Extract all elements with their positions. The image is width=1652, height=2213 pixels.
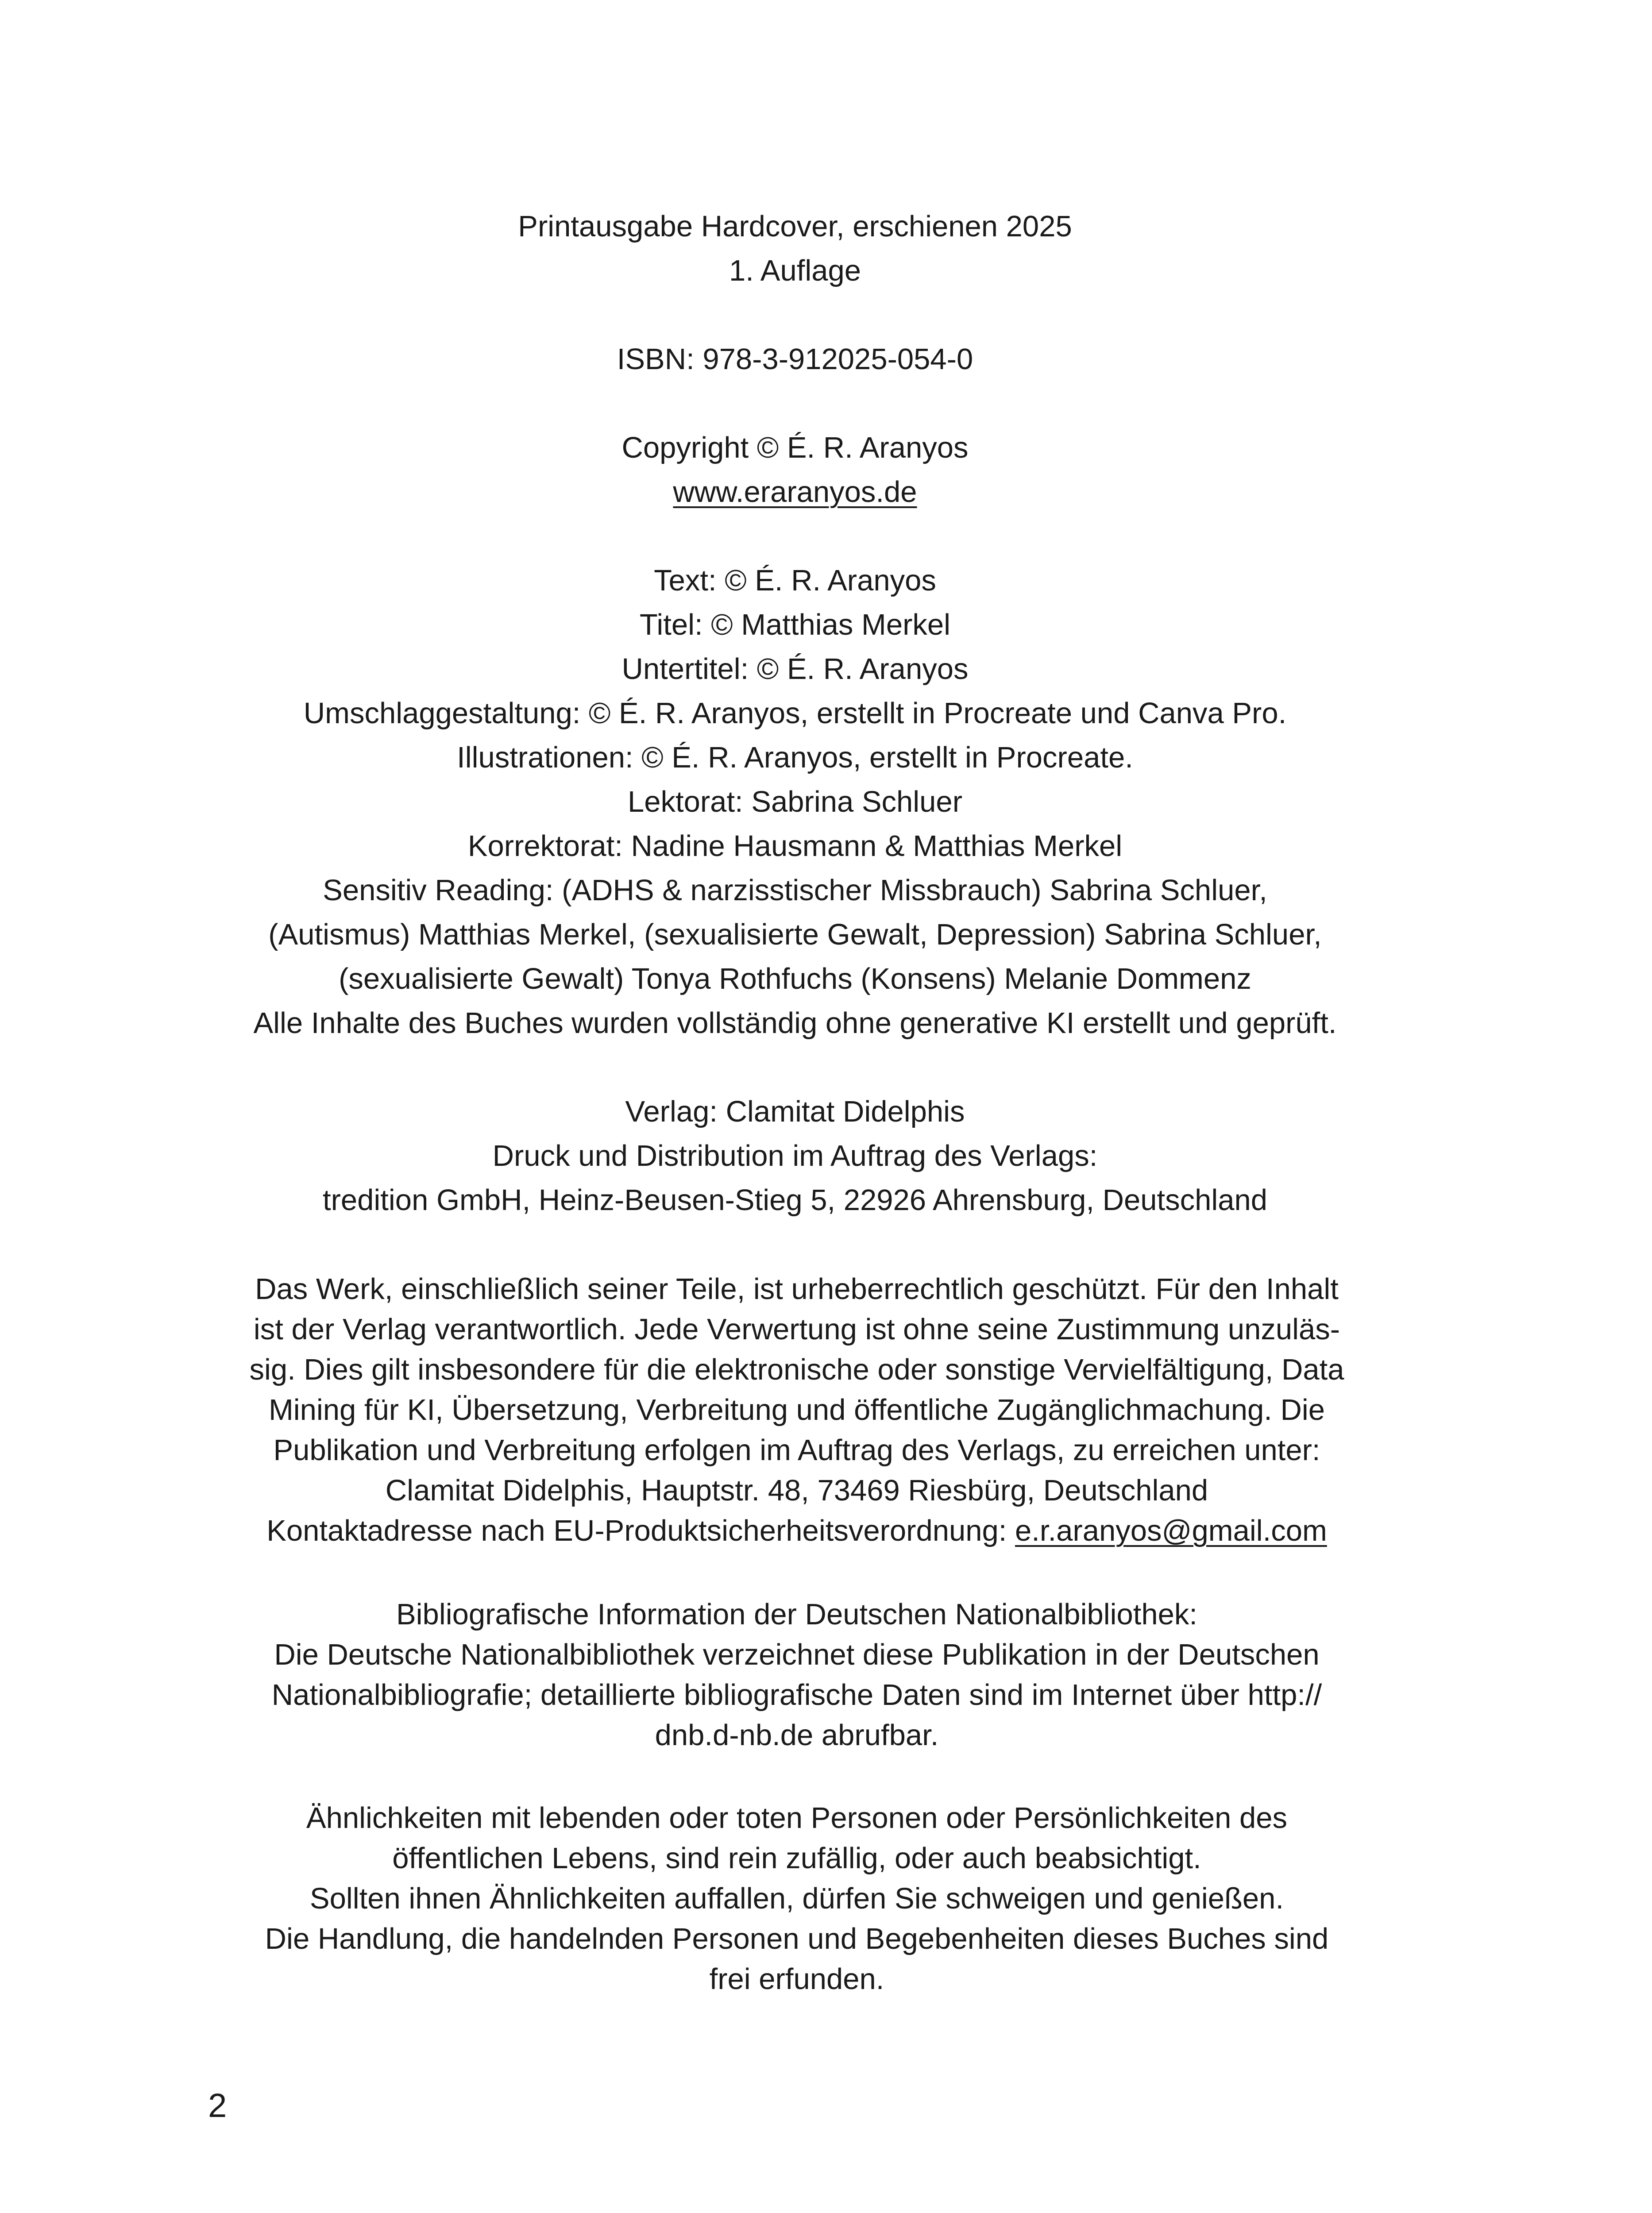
credit-line: Umschlaggestaltung: © É. R. Aranyos, erstellt in Procreate und Canva Pro.: [303, 697, 1287, 730]
contact-label: Kontaktadresse nach EU-Produktsicherheitsverordnung:: [266, 1514, 1015, 1547]
publisher-name-line: Verlag: Clamitat Didelphis: [625, 1095, 965, 1128]
disclaimer-line: frei erfunden.: [709, 1962, 884, 1996]
bibliographic-line: Die Deutsche Nationalbibliothek verzeichnet diese Publikation in der Deutschen: [274, 1638, 1320, 1671]
disclaimer-line: Ähnlichkeiten mit lebenden oder toten Personen oder Persönlichkeiten des: [306, 1801, 1288, 1835]
publisher-block: [206, 1090, 1384, 1222]
copyright-notice: Copyright © É. R. Aranyos: [621, 431, 969, 464]
credit-line: Titel: © Matthias Merkel: [639, 608, 951, 641]
legal-notice: [208, 1269, 1386, 1551]
credit-line: (Autismus) Matthias Merkel, (sexualisierte Gewalt, Depression) Sabrina Schluer,: [268, 918, 1322, 951]
disclaimer-notice: [208, 1798, 1386, 1999]
credit-line: Korrektorat: Nadine Hausmann & Matthias Merkel: [467, 829, 1123, 863]
legal-line: Publikation und Verbreitung erfolgen im Auftrag des Verlags, zu erreichen unter:: [273, 1434, 1320, 1467]
edition-block: [206, 204, 1384, 293]
bibliographic-line: Bibliografische Information der Deutschen Nationalbibliothek:: [396, 1598, 1197, 1631]
credit-line: (sexualisierte Gewalt) Tonya Rothfuchs (Konsens) Melanie Dommenz: [339, 962, 1251, 995]
contact-line: [208, 1511, 1386, 1551]
legal-line: sig. Dies gilt insbesondere für die elektronische oder sonstige Vervielfältigung, Data: [249, 1353, 1344, 1386]
distributor-address-line: tredition GmbH, Heinz-Beusen-Stieg 5, 22926 Ahrensburg, Deutschland: [322, 1184, 1268, 1217]
credit-line: Lektorat: Sabrina Schluer: [627, 785, 963, 818]
bibliographic-line: Nationalbibliografie; detaillierte bibliografische Daten sind im Internet über http://: [271, 1678, 1322, 1712]
isbn-block: [206, 337, 1384, 382]
isbn-line: ISBN: 978-3-912025-054-0: [617, 343, 973, 376]
page-number: 2: [208, 2087, 227, 2124]
credit-line: Illustrationen: © É. R. Aranyos, erstellt in Procreate.: [457, 741, 1133, 774]
edition-printing-line: 1. Auflage: [729, 254, 861, 287]
legal-line: Clamitat Didelphis, Hauptstr. 48, 73469 Riesbürg, Deutschland: [385, 1474, 1208, 1507]
disclaimer-line: Sollten ihnen Ähnlichkeiten auffallen, dürfen Sie schweigen und genießen.: [309, 1882, 1284, 1915]
ai-statement-line: Alle Inhalte des Buches wurden vollständig ohne generative KI erstellt und geprüft.: [253, 1006, 1337, 1040]
distribution-line: Druck und Distribution im Auftrag des Verlags:: [492, 1139, 1098, 1172]
disclaimer-line: Die Handlung, die handelnden Personen und Begebenheiten dieses Buches sind: [265, 1922, 1329, 1955]
credit-line: Untertitel: © É. R. Aranyos: [621, 652, 969, 686]
bibliographic-line: dnb.d-nb.de abrufbar.: [655, 1719, 939, 1752]
credit-line: Text: © É. R. Aranyos: [654, 564, 936, 597]
credit-line: Sensitiv Reading: (ADHS & narzisstischer Missbrauch) Sabrina Schluer,: [323, 874, 1267, 907]
website-link[interactable]: www.eraranyos.de: [673, 475, 917, 509]
copyright-block: [206, 426, 1384, 514]
bibliographic-notice: [208, 1594, 1386, 1755]
legal-line: Mining für KI, Übersetzung, Verbreitung und öffentliche Zugänglichmachung. Die: [268, 1393, 1325, 1426]
legal-line: Das Werk, einschließlich seiner Teile, ist urheberrechtlich geschützt. Für den Inhalt: [255, 1272, 1339, 1306]
edition-format-line: Printausgabe Hardcover, erschienen 2025: [518, 210, 1072, 243]
credits-block: [206, 559, 1384, 1045]
contact-email-link[interactable]: e.r.aranyos@gmail.com: [1015, 1514, 1327, 1547]
disclaimer-line: öffentlichen Lebens, sind rein zufällig, oder auch beabsichtigt.: [392, 1842, 1201, 1875]
legal-line: ist der Verlag verantwortlich. Jede Verwertung ist ohne seine Zustimmung unzuläs-: [253, 1313, 1340, 1346]
